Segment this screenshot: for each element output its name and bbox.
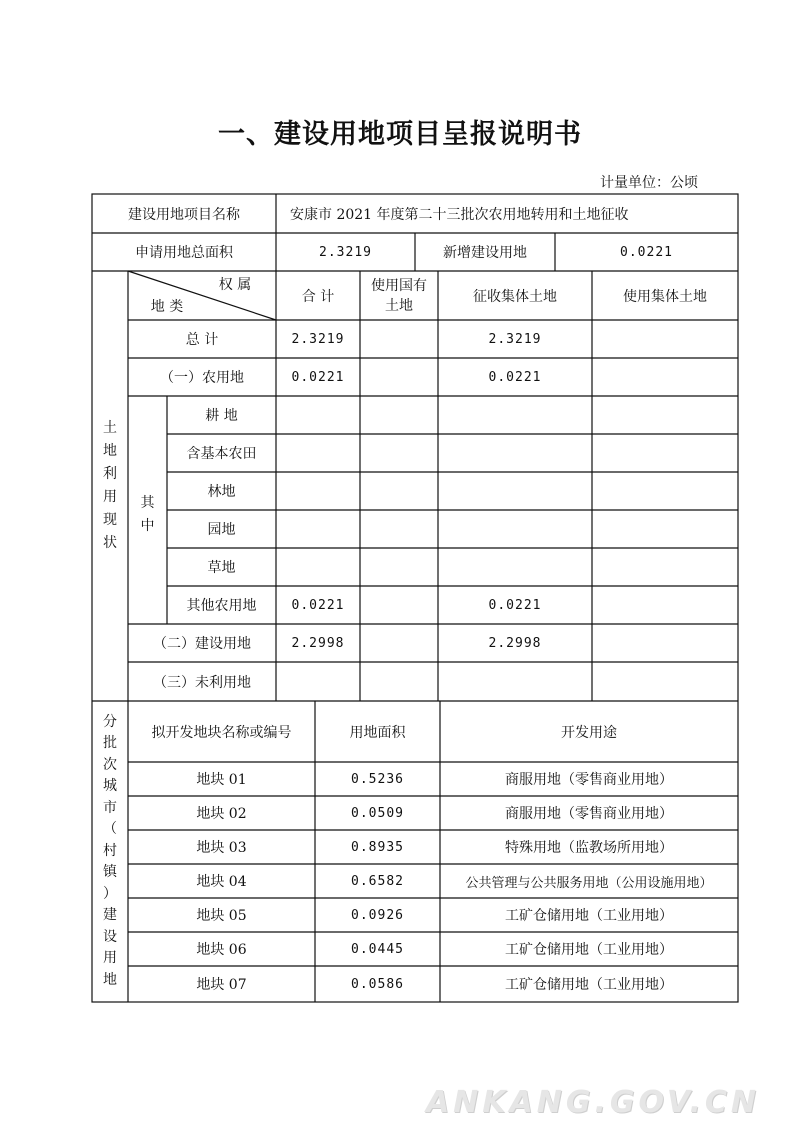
- cell-total: 0.0221: [291, 597, 345, 613]
- header-collect: 征收集体土地: [473, 288, 557, 305]
- section-char: ）: [103, 885, 117, 902]
- section-char: 分: [103, 713, 117, 730]
- section-char: 设: [103, 928, 117, 945]
- qizhong-char: 中: [140, 518, 155, 534]
- total-area-value: 2.3219: [319, 244, 372, 260]
- header-plot-purpose: 开发用途: [561, 724, 617, 741]
- site-watermark: ANKANG.GOV.CN: [425, 1085, 760, 1120]
- cell-collect: 0.0221: [488, 597, 542, 613]
- plot-area: 0.6582: [351, 873, 404, 889]
- section-char: 状: [103, 535, 117, 551]
- total-area-label: 申请用地总面积: [135, 245, 233, 261]
- row-label-farmland: （一）农用地: [160, 370, 244, 386]
- cell-total: 2.2998: [291, 635, 345, 651]
- plot-name: 地块 03: [196, 840, 247, 856]
- section-char: 地: [103, 971, 117, 988]
- cell-total: 0.0221: [291, 369, 345, 385]
- plot-name: 地块 02: [196, 806, 247, 822]
- header-plot-name: 拟开发地块名称或编号: [151, 724, 292, 741]
- section-char: （: [103, 821, 117, 838]
- qizhong-label: [128, 396, 167, 624]
- section-char: 镇: [103, 864, 117, 881]
- row-label-arable: 耕 地: [205, 408, 238, 424]
- header-use-collective: 使用集体土地: [623, 288, 707, 305]
- batch-section-label: [92, 701, 128, 1002]
- plot-name: 地块 01: [196, 772, 247, 788]
- plot-purpose: 商服用地（零售商业用地）: [505, 806, 673, 822]
- section-char: 建: [103, 907, 117, 924]
- qizhong-char: 其: [140, 495, 155, 511]
- row-label-construction: （二）建设用地: [153, 636, 251, 652]
- row-label-grass: 草地: [207, 560, 236, 576]
- cell-total: 2.3219: [291, 331, 345, 347]
- plot-purpose: 工矿仓储用地（工业用地）: [505, 942, 673, 958]
- header-total: 合 计: [301, 288, 335, 305]
- plot-name: 地块 07: [196, 977, 247, 993]
- row-label-grand-total: 总 计: [185, 332, 219, 348]
- new-construction-value: 0.0221: [620, 244, 673, 260]
- section-char: 用: [103, 950, 117, 967]
- row-label-garden: 园地: [207, 522, 236, 538]
- plot-area: 0.0509: [351, 805, 404, 821]
- cell-collect: 2.2998: [488, 635, 542, 651]
- row-label-other-farm: 其他农用地: [186, 598, 257, 614]
- plot-name: 地块 04: [196, 874, 247, 890]
- plot-area: 0.0445: [351, 941, 404, 957]
- new-construction-label: 新增建设用地: [443, 245, 527, 261]
- plot-area: 0.8935: [351, 839, 404, 855]
- project-name-label: 建设用地项目名称: [128, 206, 240, 223]
- section-char: 批: [103, 735, 117, 752]
- cell-collect: 0.0221: [488, 369, 542, 385]
- section-char: 现: [103, 512, 117, 528]
- cell-collect: 2.3219: [488, 331, 542, 347]
- plot-area: 0.5236: [351, 771, 404, 787]
- row-label-forest: 林地: [207, 484, 236, 500]
- project-name-value: 安康市 2021 年度第二十三批次农用地转用和土地征收: [290, 206, 629, 223]
- diag-header-landtype: 地 类: [150, 299, 184, 315]
- plot-purpose: 工矿仓储用地（工业用地）: [505, 977, 673, 993]
- header-plot-area: 用地面积: [349, 724, 406, 741]
- plot-area: 0.0586: [351, 976, 404, 992]
- page-title: 一、建设用地项目呈报说明书: [218, 119, 582, 150]
- header-state-line1: 使用国有: [371, 277, 427, 294]
- plot-purpose: 工矿仓储用地（工业用地）: [505, 908, 673, 924]
- section-char: 土: [103, 420, 117, 436]
- section-char: 村: [103, 842, 117, 859]
- section-char: 城: [103, 778, 117, 795]
- section-char: 次: [103, 756, 117, 773]
- plot-purpose: 特殊用地（监教场所用地）: [505, 840, 673, 856]
- section-char: 市: [103, 799, 117, 816]
- header-state-line2: 土地: [385, 297, 413, 314]
- unit-label: 计量单位：公顷: [600, 175, 698, 191]
- row-label-unused: （三）未利用地: [153, 674, 251, 691]
- header-state-land: [360, 271, 438, 320]
- plot-area: 0.0926: [351, 907, 404, 923]
- plot-name: 地块 06: [196, 942, 247, 958]
- plot-purpose: 商服用地（零售商业用地）: [505, 772, 673, 788]
- row-label-basic-farmland: 含基本农田: [186, 446, 257, 462]
- plot-name: 地块 05: [196, 908, 247, 924]
- section-char: 用: [103, 489, 117, 505]
- plot-purpose: 公共管理与公共服务用地（公用设施用地）: [465, 875, 713, 891]
- land-use-section-label: [92, 271, 128, 701]
- section-char: 地: [103, 443, 117, 459]
- section-char: 利: [103, 466, 117, 482]
- diag-header-ownership: 权 属: [218, 277, 252, 293]
